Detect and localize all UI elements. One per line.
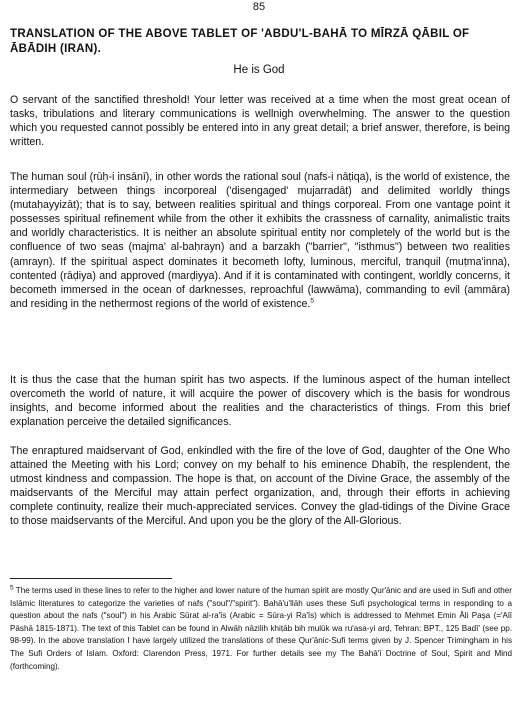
page-number: 85	[252, 1, 266, 13]
footnote-text: The terms used in these lines to refer to the higher and lower nature of the human spirit are mostly Qur'ānic and are used in Sufi and other Islāmic literatures to categorize the varieties of nafs ("soul"/"spirit"). Bahā'u'llāh uses these Sufi psychological terms in responding to a question about the nafs ("soul") in his Arabic Sūrat al-ra'īs (Arabic = Sūra-yi Ra'īs) which is addressed to Mehmet Emin Âli Paşa (='Alī Pāshā 1815-1871). The text of this Tablet can be found in Alwāḥ nāzilih khiṭāb bih mulūk wa ru'asa-yi arḍ, Tehran: BPT., 125 Badī' (see pp. 98-99). In the above translation I have largely utilized the translations of these Qur'ānic-Sufi terms given by J. Spencer Trimingham in his The Sufi Orders of Islam. Oxford: Clarendon Press, 1971. For further details see my The Bahā'ī Doctrine of Soul, Spirit and Mind (forthcoming).	[10, 586, 512, 671]
footnote-divider	[10, 578, 172, 579]
footnote-reference: 5	[310, 297, 314, 305]
paragraph-1: O servant of the sanctified threshold! Your letter was received at a time when the most great ocean of tasks, tribulations and literary communications is wellnigh overwhelming. The answer to the question which you requested cannot possibly be entered into in any great detail; a brief answer, therefore, is being written.	[10, 94, 510, 149]
paragraph-2	[10, 170, 510, 311]
invocation-heading: He is God	[233, 64, 285, 76]
document-title: TRANSLATION OF THE ABOVE TABLET OF 'ABDU'L-BAHĀ TO MĪRZĀ QĀBIL OF ĀBĀDIH (IRAN).	[10, 28, 470, 55]
footnote-marker: 5	[10, 584, 14, 592]
paragraph-3: It is thus the case that the human spirit has two aspects. If the luminous aspect of the human intellect overcometh the world of nature, it will acquire the power of discovery which is the basis for wondrous insights, and become informed about the realities and the characteristics of things. From this brief explanation perceive the detailed significances.	[10, 374, 510, 429]
footnote	[10, 585, 512, 673]
paragraph-4: The enraptured maidservant of God, enkindled with the fire of the love of God, daughter of the One Who attained the Meeting with his Lord; convey on my behalf to his eminence Dhabīḥ, the resplendent, the utmost kindness and compassion. The hope is that, on account of the Divine Grace, the assembly of the maidservants of the Merciful may attain perfect organization, and, through their efforts in achieving complete continuity, realize their much-appreciated services. Convey the glad-tidings of the Divine Grace to those maidservants of the Merciful. And upon you be the glory of the All-Glorious.	[10, 445, 510, 528]
paragraph-2-text: The human soul (rūḥ-i insānī), in other words the rational soul (nafs-i nāṭiqa), is the world of existence, the intermediary between things incorporeal ('disengaged' mujarradāt) and delimited worldly things (mutaḥayyizāt); that is to say, between realities spiritual and things corporeal. From one vantage point it possesses spiritual refinement while from the other it exhibits the crassness of carnality, animalistic traits and worldly characteristics. It is neither an absolute spiritual entity nor completely of the world but is the confluence of two seas (majma' al-baḥrayn) and a barzakh ("barrier", "isthmus") between two realities (amrayn). If the spiritual aspect dominates it becometh lofty, luminous, merciful, tranquil (muṭma'inna), contented (rāḍiya) and approved (marḍiyya). And if it is contaminated with contingent, worldly concerns, it becometh immersed in the ocean of darknesses, reproachful (lawwāma), commanding to evil (ammāra) and residing in the nethermost regions of the world of existence.	[10, 171, 510, 310]
